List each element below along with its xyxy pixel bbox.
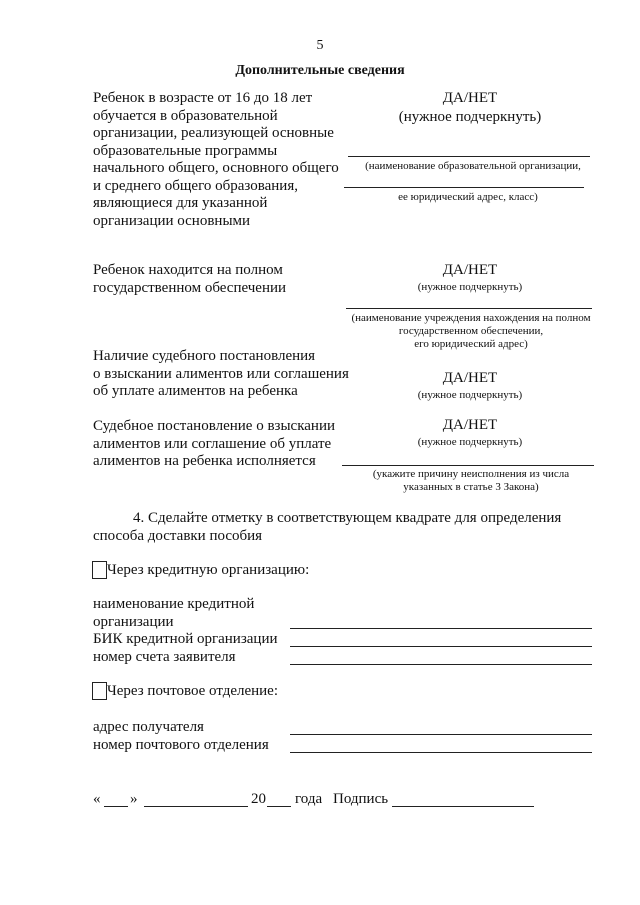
q3-text bbox=[93, 348, 363, 401]
credit-bik-line[interactable] bbox=[290, 646, 592, 647]
q3-hint: (нужное подчеркнуть) bbox=[417, 389, 523, 401]
q4-reason-line[interactable] bbox=[342, 465, 594, 466]
q1-org-line[interactable] bbox=[348, 156, 590, 157]
q4-line: алиментов на ребенка исполняется bbox=[93, 453, 316, 469]
q2-hint: (нужное подчеркнуть) bbox=[417, 281, 523, 293]
credit-field-label: БИК кредитной организации bbox=[93, 631, 278, 647]
q2-note-line: государственном обеспечении, bbox=[398, 325, 544, 337]
date-year-line[interactable] bbox=[267, 806, 291, 807]
page-number: 5 bbox=[316, 38, 324, 53]
q1-line: и среднего общего образования, bbox=[93, 177, 298, 194]
q3-yes-no[interactable]: ДА/НЕТ bbox=[442, 370, 498, 386]
q4-text bbox=[93, 418, 363, 471]
q1-line: начального общего, основного общего bbox=[93, 160, 339, 176]
q2-line: Ребенок находится на полном bbox=[93, 262, 283, 278]
date-open-quote: « bbox=[93, 791, 101, 807]
post-field-label: номер почтового отделения bbox=[93, 736, 269, 753]
q2-line: государственном обеспечении bbox=[93, 279, 287, 296]
q1-line: образовательные программы bbox=[93, 142, 278, 159]
q4-yes-no[interactable]: ДА/НЕТ bbox=[442, 417, 498, 433]
q2-note-line: (наименование учреждения нахождения на полном bbox=[351, 312, 591, 324]
q1-text bbox=[93, 90, 353, 230]
q1-line: организации основными bbox=[93, 212, 251, 229]
q4-note bbox=[346, 468, 596, 494]
credit-field-label: наименование кредитной bbox=[93, 596, 255, 612]
q4-note-line: указанных в статье 3 Закона) bbox=[403, 481, 539, 493]
page-title: Дополнительные сведения bbox=[235, 63, 405, 78]
post-checkbox[interactable] bbox=[92, 682, 107, 700]
post-office-line[interactable] bbox=[290, 752, 592, 753]
date-year-prefix: 20 bbox=[251, 791, 266, 807]
q2-yes-no[interactable]: ДА/НЕТ bbox=[442, 262, 498, 278]
signature-label: Подпись bbox=[333, 791, 389, 807]
date-close-quote: » bbox=[130, 791, 138, 807]
q1-address-line[interactable] bbox=[344, 187, 584, 188]
credit-account-line[interactable] bbox=[290, 664, 592, 665]
q1-line: являющиеся для указанной bbox=[93, 195, 268, 211]
q2-text bbox=[93, 262, 353, 297]
q2-note-line: его юридический адрес) bbox=[414, 338, 528, 350]
q1-line: организации, реализующей основные bbox=[93, 125, 334, 141]
q1-note-1: (наименование образовательной организации, bbox=[365, 160, 581, 172]
q1-note-2: ее юридический адрес, класс) bbox=[398, 191, 538, 203]
credit-field-label: организации bbox=[93, 613, 174, 630]
credit-name-line[interactable] bbox=[290, 628, 592, 629]
q1-line: Ребенок в возрасте от 16 до 18 лет bbox=[93, 90, 313, 106]
q3-line: об уплате алиментов на ребенка bbox=[93, 383, 298, 399]
q2-institution-line[interactable] bbox=[346, 308, 592, 309]
post-fields bbox=[93, 719, 269, 754]
q4-note-line: (укажите причину неисполнения из числа bbox=[372, 468, 570, 480]
q2-note bbox=[346, 312, 596, 351]
q1-line: обучается в образовательной bbox=[93, 107, 278, 124]
q4-hint: (нужное подчеркнуть) bbox=[417, 436, 523, 448]
section4-line-1: 4. Сделайте отметку в соответствующем квадрате для определения bbox=[133, 510, 562, 526]
date-day-line[interactable] bbox=[104, 806, 128, 807]
q4-line: Судебное постановление о взыскании bbox=[93, 418, 335, 434]
credit-label: Через кредитную организацию: bbox=[107, 562, 310, 578]
q3-line: о взыскании алиментов или соглашения bbox=[93, 365, 349, 382]
credit-field-name bbox=[93, 596, 278, 666]
post-address-line[interactable] bbox=[290, 734, 592, 735]
credit-field-label: номер счета заявителя bbox=[93, 648, 236, 665]
signature-line[interactable] bbox=[392, 806, 534, 807]
post-label: Через почтовое отделение: bbox=[107, 683, 279, 699]
section4-line-2: способа доставки пособия bbox=[93, 528, 263, 544]
q4-line: алиментов или соглашение об уплате bbox=[93, 435, 332, 452]
q3-line: Наличие судебного постановления bbox=[93, 348, 316, 364]
post-field-label: адрес получателя bbox=[93, 719, 204, 735]
q1-yes-no[interactable]: ДА/НЕТ bbox=[442, 90, 498, 106]
credit-checkbox[interactable] bbox=[92, 561, 107, 579]
date-month-line[interactable] bbox=[144, 806, 248, 807]
q1-hint: (нужное подчеркнуть) bbox=[398, 109, 542, 125]
date-year-word: года bbox=[295, 791, 323, 807]
